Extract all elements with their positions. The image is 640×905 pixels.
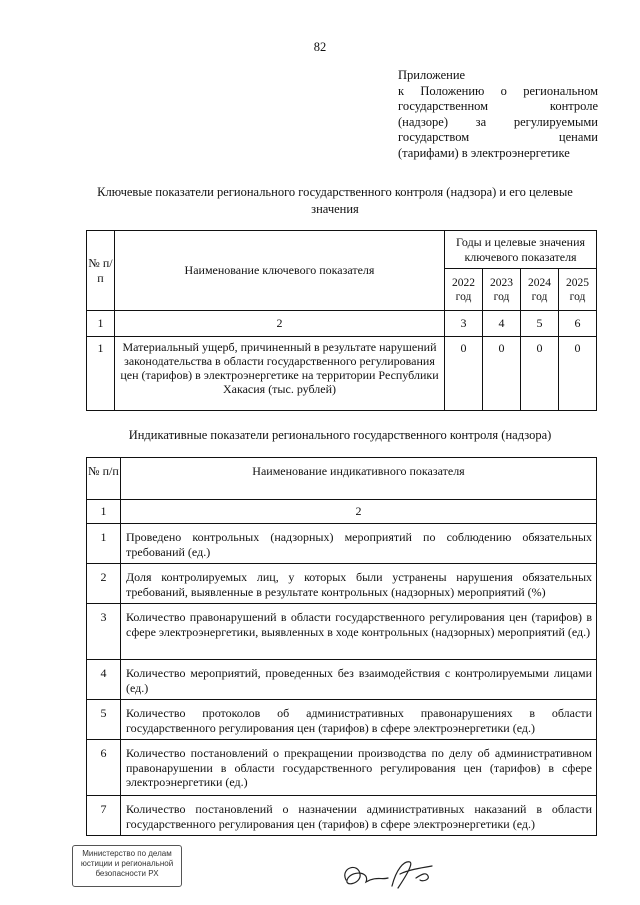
indicator-text: Количество протоколов об административных правонарушениях в области государственного регулирования цен (тарифов) в сфере электроэнергетики (ед.)	[121, 700, 597, 740]
target-value: 0	[559, 337, 597, 411]
indicator-text: Проведено контрольных (надзорных) мероприятий по соблюдению обязательных требований (ед.)	[121, 524, 597, 564]
page-number: 82	[313, 40, 327, 54]
row-number: 4	[87, 660, 121, 700]
indicator-text: Количество постановлений о прекращении производства по делу об административном правонарушении в области государственного регулирования цен (тарифов) в сфере электроэнергетики (ед.)	[121, 740, 597, 796]
table-row	[87, 796, 597, 836]
index-cell: 4	[483, 311, 521, 337]
index-cell: 1	[87, 311, 115, 337]
index-cell: 6	[559, 311, 597, 337]
row-number: 7	[87, 796, 121, 836]
appendix-line-6: (тарифами) в электроэнергетике	[398, 145, 570, 160]
table-row	[87, 524, 597, 564]
signature-icon	[336, 848, 456, 898]
row-number: 1	[87, 337, 115, 411]
appendix-line-5: государством ценами	[398, 130, 598, 145]
key-indicators-table	[86, 230, 597, 411]
indicative-indicators-title: Индикативные показатели регионального государственного контроля (надзора)	[128, 428, 552, 442]
index-cell: 2	[115, 311, 445, 337]
indicator-text: Количество постановлений о назначении административных наказаний в области государственного регулирования цен (тарифов) в сфере электроэнергетики (ед.)	[121, 796, 597, 836]
table-row	[87, 740, 597, 796]
table-row	[87, 604, 597, 660]
row-number: 5	[87, 700, 121, 740]
table-row	[87, 337, 597, 411]
appendix-line-4: (надзоре) за регулируемыми	[398, 114, 598, 129]
appendix-line-2: к Положению о региональном	[398, 83, 598, 98]
col-name-header: Наименование ключевого показателя	[115, 231, 445, 311]
index-cell: 5	[521, 311, 559, 337]
table-row	[87, 564, 597, 604]
target-value: 0	[521, 337, 559, 411]
table-row	[87, 660, 597, 700]
indicator-text: Доля контролируемых лиц, у которых были устранены нарушения обязательных требований, выявленные в результате контрольных (надзорных) мероприятий (%)	[121, 564, 597, 604]
year-header: 2023 год	[483, 269, 521, 311]
year-header: 2025 год	[559, 269, 597, 311]
stamp-line: Министерство по делам	[82, 849, 172, 858]
row-number: 3	[87, 604, 121, 660]
col-num-header: № п/п	[87, 458, 121, 500]
target-value: 0	[483, 337, 521, 411]
appendix-header	[398, 68, 598, 162]
index-cell: 1	[87, 500, 121, 524]
indicator-text: Количество мероприятий, проведенных без взаимодействия с контролируемыми лицами (ед.)	[121, 660, 597, 700]
index-cell: 2	[121, 500, 597, 524]
year-header: 2022 год	[445, 269, 483, 311]
indicative-indicators-table	[86, 457, 597, 836]
row-number: 1	[87, 524, 121, 564]
appendix-line-3: государственном контроле	[398, 99, 598, 114]
row-number: 2	[87, 564, 121, 604]
index-cell: 3	[445, 311, 483, 337]
col-num-header: № п/п	[87, 231, 115, 311]
row-number: 6	[87, 740, 121, 796]
ministry-stamp	[72, 845, 182, 887]
stamp-line: юстиции и региональной	[80, 859, 174, 868]
year-header: 2024 год	[521, 269, 559, 311]
stamp-line: безопасности РХ	[95, 869, 159, 878]
table-row	[87, 700, 597, 740]
indicator-name: Материальный ущерб, причиненный в результате нарушений законодательства в области государственного регулирования цен (тарифов) в электроэнергетике на территории Республики Хакасия (тыс. рублей)	[115, 337, 445, 411]
col-years-group-header: Годы и целевые значения ключевого показателя	[445, 231, 597, 269]
col-name-header: Наименование индикативного показателя	[121, 458, 597, 500]
appendix-line-1: Приложение	[398, 68, 466, 82]
indicator-text: Количество правонарушений в области государственного регулирования цен (тарифов) в сфере электроэнергетики, выявленных в ходе контрольных (надзорных) мероприятий (ед.)	[121, 604, 597, 660]
key-indicators-title: Ключевые показатели регионального государственного контроля (надзора) и его целевые значения	[97, 185, 573, 216]
target-value: 0	[445, 337, 483, 411]
